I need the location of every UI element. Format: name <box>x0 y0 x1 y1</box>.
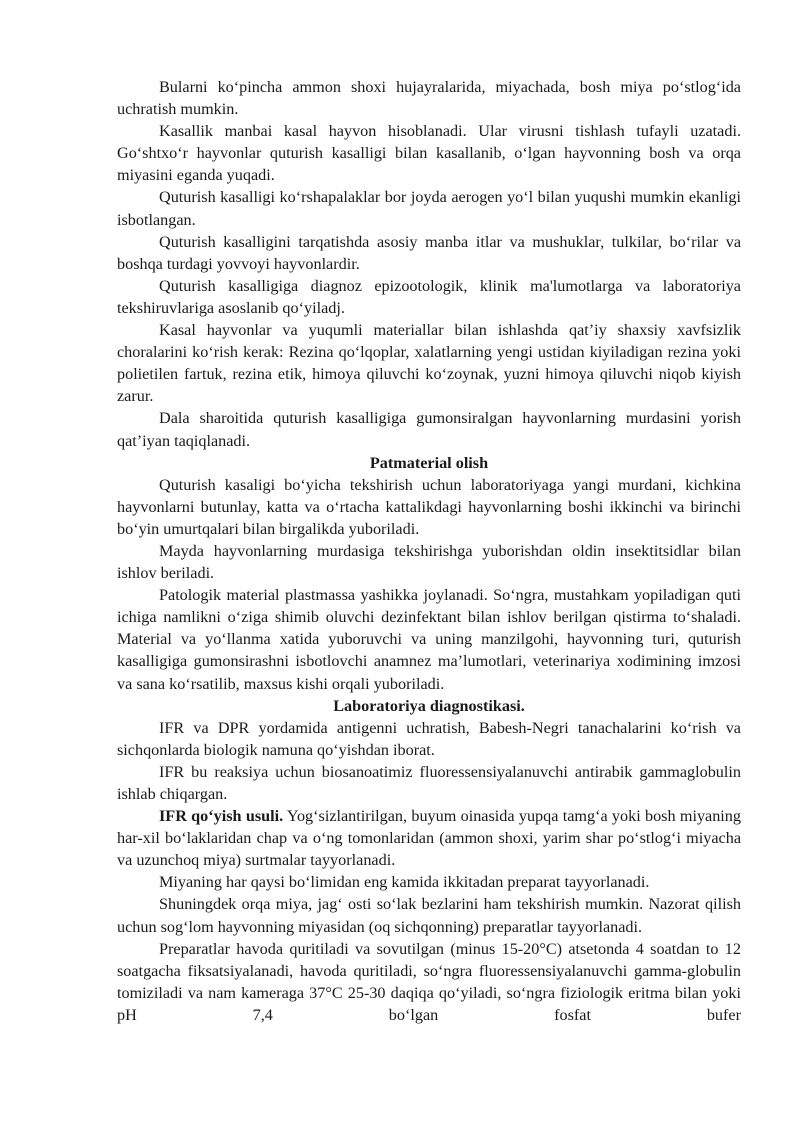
paragraph: Quturish kasalligini tarqatishda asosiy manba itlar va mushuklar, tulkilar, bo‘rilar va boshqa turdagi yovvoyi hayvonlardir. <box>117 232 741 273</box>
method-lead: IFR qo‘yish usuli. <box>159 807 284 826</box>
paragraph: Dala sharoitida quturish kasalligiga gumonsiralgan hayvonlarning murdasini yorish qat’iyan taqiqlanadi. <box>117 409 741 450</box>
document-body <box>117 76 741 1026</box>
paragraph: Quturish kasaligi bo‘yicha tekshirish uchun laboratoriyaga yangi murdani, kichkina hayvonlarni butunlay, katta va o‘rtacha kattalikdagi hayvonlarning boshi ikkinchi va birinchi bo‘yin umurtqalari bilan birgalikda yuboriladi. <box>117 475 741 538</box>
section-heading: Patmaterial olish <box>369 453 489 472</box>
method-text: Yog‘sizlantirilgan, buyum oinasida yupqa tamg‘a yoki bosh miyaning har-xil bo‘laklaridan chap va o‘ng tomonlaridan (ammon shoxi, yarim shar po‘stlog‘i miyacha va uzunchoq miya) surtmalar tayyorlanadi. <box>117 807 741 870</box>
paragraph: Shuningdek orqa miya, jag‘ osti so‘lak bezlarini ham tekshirish mumkin. Nazorat qilish uchun sog‘lom hayvonning miyasidan (oq sichqonning) preparatlar tayyorlanadi. <box>117 895 741 936</box>
paragraph <box>117 805 741 871</box>
paragraph: Quturish kasalligiga diagnoz epizootologik, klinik ma'lumotlarga va laboratoriya tekshiruvlariga asoslanib qo‘yiladj. <box>117 276 741 317</box>
paragraph: Kasallik manbai kasal hayvon hisoblanadi. Ular virusni tishlash tufayli uzatadi. Go‘shtxo‘r hayvonlar quturish kasalligi bilan kasallanib, o‘lgan hayvonning bosh va orqa miyasini eganda yuqadi. <box>117 122 741 185</box>
paragraph: Quturish kasalligi ko‘rshapalaklar bor joyda aerogen yo‘l bilan yuqushi mumkin ekanligi isbotlangan. <box>117 188 741 229</box>
paragraph: Miyaning har qaysi bo‘limidan eng kamida ikkitadan preparat tayyorlanadi. <box>159 873 650 892</box>
paragraph: Bularni ko‘pincha ammon shoxi hujayralarida, miyachada, bosh miya po‘stlog‘ida uchratish mumkin. <box>117 78 741 119</box>
paragraph: Patologik material plastmassa yashikka joylanadi. So‘ngra, mustahkam yopiladigan quti ichiga namlikni o‘ziga shimib oluvchi dezinfektant bilan ishlov berilgan qistirma to‘shaladi. Material va yo‘llanma xatida yuboruvchi va uning manzilgohi, hayvonning turi, quturish kasalligiga gumonsirashni isbotlovchi anamnez ma’lumotlari, veterinariya xodimining imzosi va sana ko‘rsatilib, maxsus kishi orqali yuboriladi. <box>117 586 741 693</box>
paragraph: Preparatlar havoda quritiladi va sovutilgan (minus 15-20°C) atsetonda 4 soatdan to 12 soatgacha fiksatsiyalanadi, havoda quritiladi, so‘ngra fluoressensiyalanuvchi gamma-globulin tomiziladi va nam kameraga 37°C 25-30 daqiqa qo‘yiladi, so‘ngra fiziologik eritma bilan yoki pH 7,4 bo‘lgan fosfat bufer <box>117 939 741 1024</box>
paragraph: IFR va DPR yordamida antigenni uchratish, Babesh-Negri tanachalarini ko‘rish va sichqonlarda biologik namuna qo‘yishdan iborat. <box>117 718 741 759</box>
paragraph: Kasal hayvonlar va yuqumli materiallar bilan ishlashda qat’iy shaxsiy xavfsizlik choralarini ko‘rish kerak: Rezina qo‘lqoplar, xalatlarning yengi ustidan kiyiladigan rezina yoki polietilen fartuk, rezina etik, himoya qiluvchi ko‘zoynak, yuzni himoya qiluvchi niqob kiyish zarur. <box>117 321 741 406</box>
section-heading: Laboratoriya diagnostikasi. <box>333 696 525 715</box>
paragraph: IFR bu reaksiya uchun biosanoatimiz fluoressensiyalanuvchi antirabik gammaglobulin ishlab chiqargan. <box>117 762 741 803</box>
paragraph: Mayda hayvonlarning murdasiga tekshirishga yuborishdan oldin insektitsidlar bilan ishlov beriladi. <box>117 541 741 583</box>
